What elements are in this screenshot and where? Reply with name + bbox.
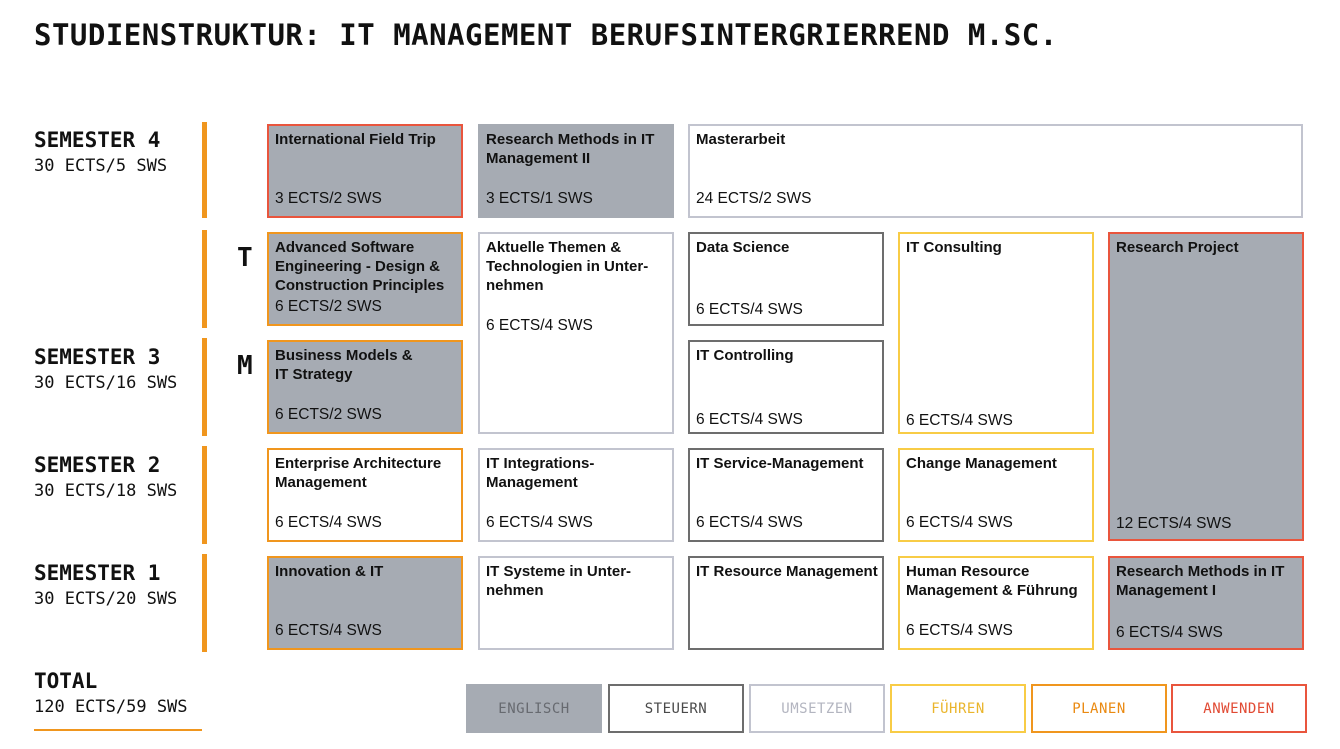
module-it-service-management[interactable] — [688, 448, 884, 542]
module-name: Masterarbeit — [696, 131, 786, 148]
semester-4-label: SEMESTER 4 — [34, 128, 161, 152]
module-it-integrations[interactable] — [478, 448, 674, 542]
page-title: STUDIENSTRUKTUR: IT MANAGEMENT BERUFSINTERGRIERREND M.SC. — [34, 18, 1058, 52]
module-name: IT Resource Management — [696, 563, 878, 580]
module-name: Research Methods in IT Management II — [486, 131, 655, 167]
track-letter-m: M — [237, 351, 253, 381]
module-name: IT Controlling — [696, 347, 794, 364]
module-ects: 3 ECTS/2 SWS — [275, 190, 382, 207]
module-ects: 24 ECTS/2 SWS — [696, 190, 812, 207]
module-it-systeme[interactable] — [478, 556, 674, 650]
module-ects: 6 ECTS/4 SWS — [696, 514, 803, 531]
module-enterprise-architecture[interactable] — [267, 448, 463, 542]
semester-1-bar — [202, 554, 207, 652]
module-human-resource[interactable] — [898, 556, 1094, 650]
module-ects: 6 ECTS/4 SWS — [486, 514, 593, 531]
module-it-controlling[interactable] — [688, 340, 884, 434]
module-ects: 6 ECTS/4 SWS — [696, 411, 803, 428]
module-name: International Field Trip — [275, 131, 436, 148]
module-ects: 6 ECTS/4 SWS — [906, 412, 1013, 429]
module-name: Research Methods in IT Management I — [1116, 563, 1285, 599]
module-research-project[interactable] — [1108, 232, 1304, 541]
module-ects: 6 ECTS/4 SWS — [696, 301, 803, 318]
module-ects: 3 ECTS/1 SWS — [486, 190, 593, 207]
legend-planen: PLANEN — [1031, 684, 1167, 733]
module-ects: 6 ECTS/4 SWS — [906, 622, 1013, 639]
module-name: Research Project — [1116, 239, 1239, 256]
semester-1-credits: 30 ECTS/20 SWS — [34, 589, 178, 609]
module-name: Aktuelle Themen & Technologien in Unternehmen — [486, 239, 649, 294]
semester-2-credits: 30 ECTS/18 SWS — [34, 481, 178, 501]
module-masterarbeit[interactable] — [688, 124, 1303, 218]
module-name: Enterprise Architecture Management — [275, 455, 442, 491]
module-name: IT Systeme in Unternehmen — [486, 563, 632, 599]
semester-3-credits: 30 ECTS/16 SWS — [34, 373, 178, 393]
module-ects: 6 ECTS/4 SWS — [1116, 624, 1223, 641]
legend-steuern: STEUERN — [608, 684, 744, 733]
total-label: TOTAL — [34, 669, 98, 693]
module-name: Change Management — [906, 455, 1057, 472]
module-name: IT Integrations-Management — [486, 455, 595, 491]
module-advanced-software-engineering[interactable] — [267, 232, 463, 326]
semester-3-bar-upper — [202, 230, 207, 328]
module-it-resource-management[interactable] — [688, 556, 884, 650]
legend-umsetzen: UMSETZEN — [749, 684, 885, 733]
module-ects: 6 ECTS/4 SWS — [486, 317, 593, 334]
module-ects: 6 ECTS/4 SWS — [275, 622, 382, 639]
module-international-field-trip[interactable] — [267, 124, 463, 218]
module-name: IT Service-Management — [696, 455, 864, 472]
semester-2-bar — [202, 446, 207, 544]
module-name: Data Science — [696, 239, 790, 256]
module-it-consulting[interactable] — [898, 232, 1094, 434]
module-name: Human Resource Management & Führung — [906, 563, 1078, 599]
semester-1-label: SEMESTER 1 — [34, 561, 161, 585]
module-research-methods-1[interactable] — [1108, 556, 1304, 650]
module-aktuelle-themen[interactable] — [478, 232, 674, 434]
semester-4-bar — [202, 122, 207, 218]
module-research-methods-2[interactable] — [478, 124, 674, 218]
total-credits: 120 ECTS/59 SWS — [34, 697, 188, 717]
semester-4-credits: 30 ECTS/5 SWS — [34, 156, 168, 176]
legend-anwenden: ANWENDEN — [1171, 684, 1307, 733]
semester-3-bar-lower — [202, 338, 207, 436]
module-name: IT Consulting — [906, 239, 1002, 256]
module-ects: 12 ECTS/4 SWS — [1116, 515, 1232, 532]
module-ects: 6 ECTS/2 SWS — [275, 298, 382, 315]
module-data-science[interactable] — [688, 232, 884, 326]
semester-3-label: SEMESTER 3 — [34, 345, 161, 369]
module-name: Innovation & IT — [275, 563, 384, 580]
track-letter-t: T — [237, 243, 253, 273]
semester-2-label: SEMESTER 2 — [34, 453, 161, 477]
total-underline — [34, 729, 202, 731]
module-name: Advanced Software Engineering - Design & Construction Principles — [275, 239, 445, 294]
module-ects: 6 ECTS/4 SWS — [906, 514, 1013, 531]
module-business-models[interactable] — [267, 340, 463, 434]
legend-fuehren: FÜHREN — [890, 684, 1026, 733]
legend-englisch: ENGLISCH — [466, 684, 602, 733]
module-change-management[interactable] — [898, 448, 1094, 542]
module-ects: 6 ECTS/4 SWS — [275, 514, 382, 531]
module-innovation-it[interactable] — [267, 556, 463, 650]
module-name: Business Models & IT Strategy — [275, 347, 413, 383]
module-ects: 6 ECTS/2 SWS — [275, 406, 382, 423]
